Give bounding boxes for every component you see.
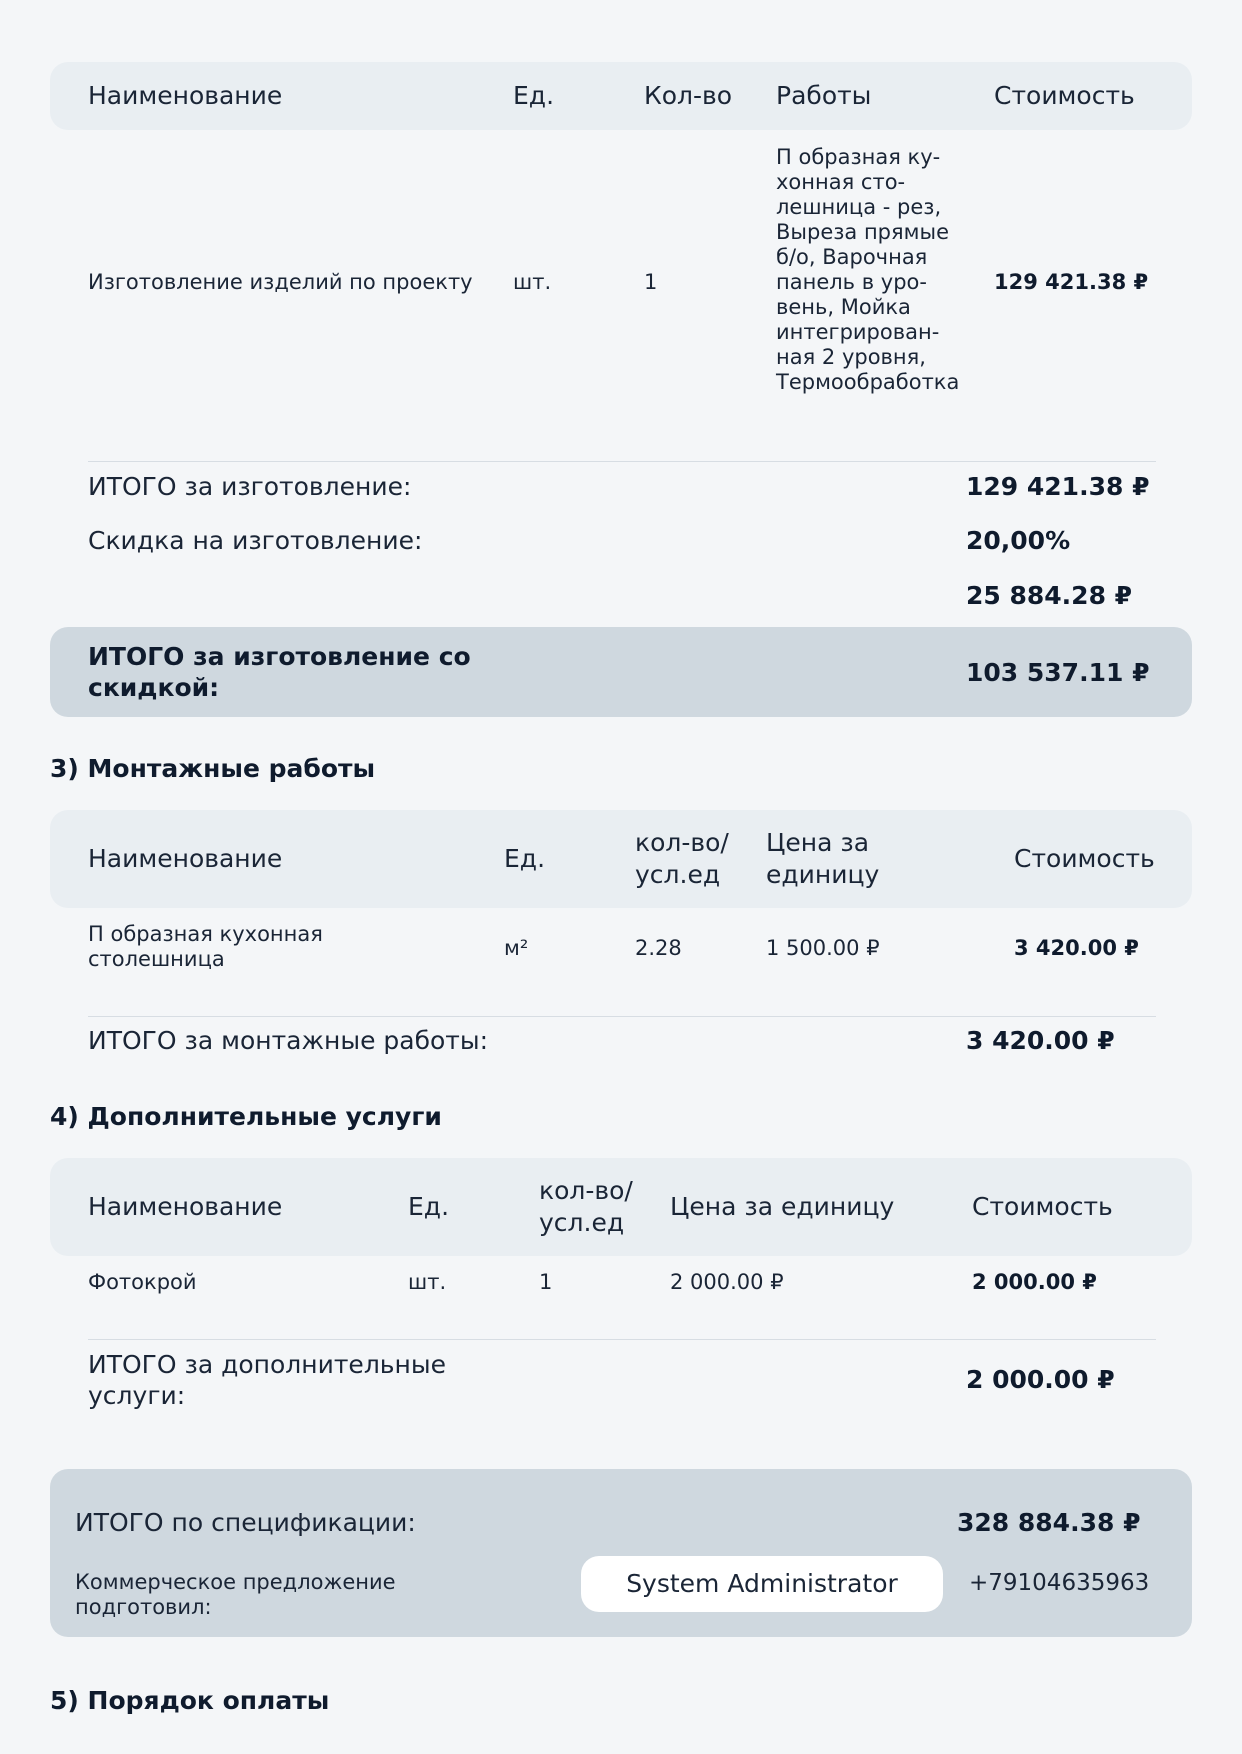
header-qty: Кол-во: [644, 81, 733, 110]
specification-total-label: ИТОГО по спецификации:: [75, 1508, 416, 1537]
manufacturing-total-value: 129 421.38 ₽: [966, 472, 1150, 501]
row-works: П образная кухонная столешница - рез, Выреза прямые б/о, Варочная панель в уровень, Мойка интегрированная 2 уровня, Термообработка: [776, 145, 960, 394]
table-row: [50, 1256, 1192, 1338]
row-name: П образная кухонная столешница: [88, 922, 323, 971]
header-name: Наименование: [88, 844, 283, 873]
divider: [88, 461, 1156, 462]
row-name: Изготовление изделий по проекту: [88, 270, 473, 294]
manager-phone: +79104635963: [969, 1570, 1150, 1596]
row-qty: 2.28: [635, 936, 682, 960]
header-unit: Ед.: [408, 1192, 450, 1221]
extra-table-header: [50, 1158, 1192, 1256]
table-row: [50, 908, 1192, 1016]
table-row: [50, 130, 1192, 460]
payment-section-title: 5) Порядок оплаты: [50, 1686, 330, 1715]
prepared-by-label: Коммерческое предложение подготовил:: [75, 1570, 396, 1619]
row-cost: 2 000.00 ₽: [972, 1270, 1097, 1294]
row-qty: 1: [644, 270, 658, 294]
header-works: Работы: [776, 81, 872, 110]
extra-section-title: 4) Дополнительные услуги: [50, 1102, 442, 1131]
header-qty: кол-во/ усл.ед: [635, 828, 729, 889]
header-name: Наименование: [88, 81, 283, 110]
discount-label: Скидка на изготовление:: [88, 526, 423, 555]
manager-name: [581, 1556, 943, 1612]
manager-name-text: System Administrator: [626, 1569, 898, 1598]
discount-amount: 25 884.28 ₽: [966, 581, 1133, 610]
divider: [88, 1016, 1156, 1017]
installation-section-title: 3) Монтажные работы: [50, 754, 376, 783]
header-unit: Ед.: [513, 81, 555, 110]
header-name: Наименование: [88, 1192, 283, 1221]
extra-total-label: ИТОГО за дополнительные услуги:: [88, 1350, 446, 1410]
row-cost: 3 420.00 ₽: [1014, 936, 1139, 960]
row-name: Фотокрой: [88, 1270, 197, 1294]
header-cost: Стоимость: [1014, 844, 1155, 873]
header-cost: Стоимость: [994, 81, 1135, 110]
row-price: 1 500.00 ₽: [766, 936, 880, 960]
manufacturing-table-header: [50, 62, 1192, 130]
header-qty: кол-во/ усл.ед: [539, 1176, 633, 1237]
header-unit: Ед.: [504, 844, 546, 873]
extra-total-value: 2 000.00 ₽: [966, 1365, 1115, 1394]
header-cost: Стоимость: [972, 1192, 1113, 1221]
specification-total-value: 328 884.38 ₽: [957, 1508, 1141, 1537]
discounted-total-bar: [50, 627, 1192, 717]
installation-total-label: ИТОГО за монтажные работы:: [88, 1026, 489, 1055]
row-unit: м²: [504, 936, 529, 960]
installation-total-value: 3 420.00 ₽: [966, 1026, 1115, 1055]
row-qty: 1: [539, 1270, 553, 1294]
row-cost: 129 421.38 ₽: [994, 270, 1149, 294]
row-unit: шт.: [513, 270, 552, 294]
header-price: Цена за единицу: [670, 1192, 895, 1221]
discounted-total-label: ИТОГО за изготовление со скидкой:: [88, 642, 471, 702]
installation-table-header: [50, 810, 1192, 908]
specification-summary: [50, 1469, 1192, 1637]
discounted-total-value: 103 537.11 ₽: [966, 658, 1150, 687]
header-price: Цена за единицу: [766, 828, 880, 889]
row-unit: шт.: [408, 1270, 447, 1294]
discount-percent: 20,00%: [966, 526, 1071, 555]
row-price: 2 000.00 ₽: [670, 1270, 784, 1294]
divider: [88, 1339, 1156, 1340]
manufacturing-total-label: ИТОГО за изготовление:: [88, 472, 412, 501]
